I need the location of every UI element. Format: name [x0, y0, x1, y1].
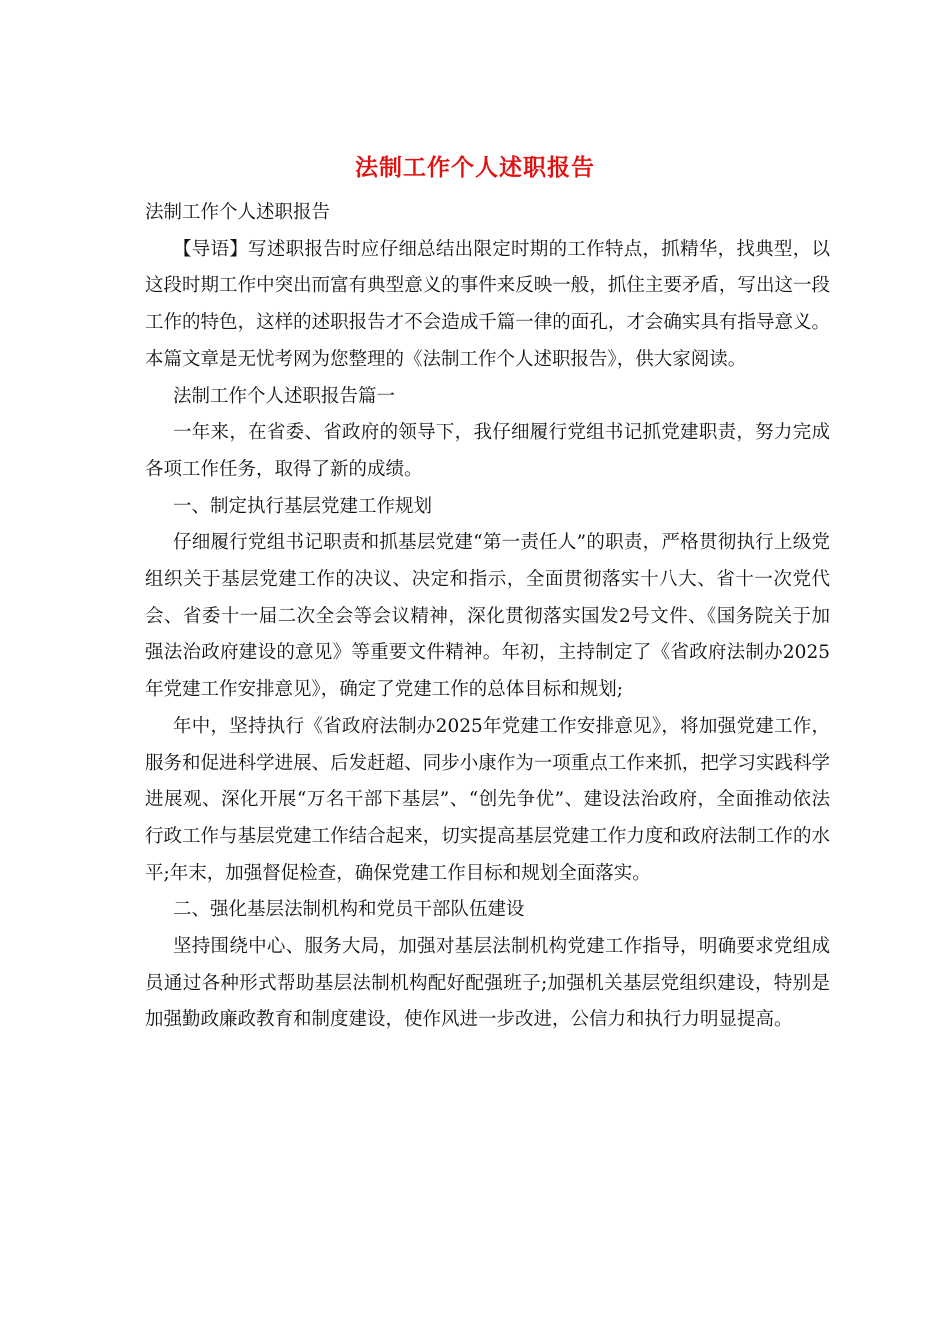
body-paragraph: 年中，坚持执行《省政府法制办2025年党建工作安排意见》，将加强党建工作，服务和促进科学进展、后发赶超、同步小康作为一项重点工作来抓，把学习实践科学进展观、深化开展“万名干部下基层”、“创先争优”、建设法治政府，全面推动依法行政工作与基层党建工作结合起来，切实提高基层党建工作力度和政府法制工作的水平;年末，加强督促检查，确保党建工作目标和规划全面落实。 — [145, 715, 830, 884]
section-heading-part-one: 法制工作个人述职报告篇一 — [173, 385, 396, 407]
body-paragraph: 一年来，在省委、省政府的领导下，我仔细履行党组书记抓党建职责，努力完成各项工作任务，取得了新的成绩。 — [145, 422, 830, 480]
section-heading-2: 二、强化基层法制机构和党员干部队伍建设 — [173, 899, 525, 921]
section-heading-1: 一、制定执行基层党建工作规划 — [173, 495, 433, 517]
body-paragraph: 仔细履行党组书记职责和抓基层党建“第一责任人”的职责，严格贯彻执行上级党组织关于基层党建工作的决议、决定和指示，全面贯彻落实十八大、省十一次党代会、省委十一届二次全会等会议精神，深化贯彻落实国发2号文件、《国务院关于加强法治政府建设的意见》等重要文件精神。年初，主持制定了《省政府法制办2025年党建工作安排意见》，确定了党建工作的总体目标和规划; — [145, 532, 830, 701]
intro-paragraph: 【导语】写述职报告时应仔细总结出限定时期的工作特点，抓精华，找典型，以这段时期工作中突出而富有典型意义的事件来反映一般，抓住主要矛盾，写出这一段工作的特色，这样的述职报告才不会造成千篇一律的面孔，才会确实具有指导意义。本篇文章是无忧考网为您整理的《法制工作个人述职报告》，供大家阅读。 — [145, 238, 830, 370]
document-body — [145, 195, 830, 1039]
subtitle-line: 法制工作个人述职报告 — [145, 202, 331, 223]
document-title: 法制工作个人述职报告 — [355, 154, 595, 181]
body-paragraph: 坚持围绕中心、服务大局，加强对基层法制机构党建工作指导，明确要求党组成员通过各种形式帮助基层法制机构配好配强班子;加强机关基层党组织建设，特别是加强勤政廉政教育和制度建设，使作风进一步改进，公信力和执行力明显提高。 — [145, 936, 830, 1031]
